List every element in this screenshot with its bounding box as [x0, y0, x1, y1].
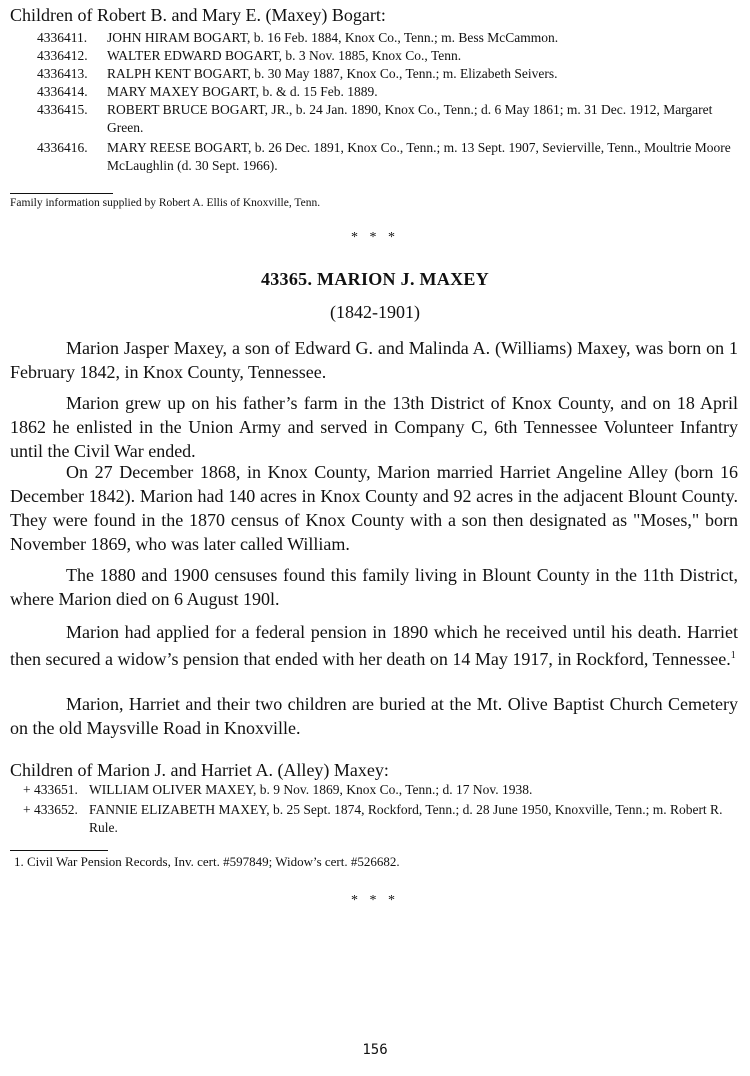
bogart-children-heading: Children of Robert B. and Mary E. (Maxey) Bogart: [10, 5, 386, 25]
entry-text: RALPH KENT BOGART, b. 30 May 1887, Knox Co., Tenn.; m. Elizabeth Seivers. [107, 66, 558, 81]
pension-footnote: 1. Civil War Pension Records, Inv. cert. #597849; Widow’s cert. #526682. [14, 854, 400, 869]
entry-number: 4336413. [37, 66, 88, 81]
section-separator: * * * [351, 893, 399, 908]
paragraph: Marion Jasper Maxey, a son of Edward G. and Malinda A. (Williams) Maxey, was born on 1 February 1842, in Knox County, Tennessee. [10, 338, 738, 382]
paragraph: Marion grew up on his father’s farm in the 13th District of Knox County, and on 18 April 1862 he enlisted in the Union Army and served in Company C, 6th Tennessee Volunteer Infantry until the Civil War ended. [10, 393, 738, 461]
entry-number: 4336416. [37, 140, 88, 155]
article-title: 43365. MARION J. MAXEY [260, 269, 490, 289]
entry-number: 4336411. [37, 30, 88, 45]
paragraph-text: Marion had applied for a federal pension in 1890 which he received until his death. Harriet then secured a widow’s pension that ended with her death on 14 May 1917, in Rockford, Tennessee. [10, 622, 738, 669]
entry-number: + 433651. [23, 782, 78, 797]
entry-number: 4336412. [37, 48, 88, 63]
entry-text: MARY MAXEY BOGART, b. & d. 15 Feb. 1889. [107, 84, 378, 99]
entry-text: FANNIE ELIZABETH MAXEY, b. 25 Sept. 1874, Rockford, Tenn.; d. 28 June 1950, Knoxville, Tenn.; m. Robert R. Rule. [89, 802, 723, 835]
paragraph: On 27 December 1868, in Knox County, Marion married Harriet Angeline Alley (born 16 December 1842). Marion had 140 acres in Knox County and 92 acres in the adjacent Blount County. They were found in the 1870 census of Knox County with a son then designated as "Moses," born November 1869, who was later called William. [10, 462, 738, 554]
entry-text: ROBERT BRUCE BOGART, JR., b. 24 Jan. 1890, Knox Co., Tenn.; d. 6 May 1861; m. 31 Dec. 1912, Margaret Green. [107, 102, 713, 135]
entry-text: WALTER EDWARD BOGART, b. 3 Nov. 1885, Knox Co., Tenn. [107, 48, 462, 63]
section-separator: * * * [351, 230, 399, 245]
entry-number: 4336415. [37, 102, 88, 117]
footnote-rule [10, 193, 113, 194]
footnote-rule [10, 850, 108, 851]
maxey-children-heading: Children of Marion J. and Harriet A. (Alley) Maxey: [10, 760, 389, 780]
paragraph: The 1880 and 1900 censuses found this family living in Blount County in the 11th District, where Marion died on 6 August 190l. [10, 565, 738, 609]
entry-text: JOHN HIRAM BOGART, b. 16 Feb. 1884, Knox Co., Tenn.; m. Bess McCammon. [107, 30, 559, 45]
entry-number: 4336414. [37, 84, 88, 99]
family-info-footnote: Family information supplied by Robert A. Ellis of Knoxville, Tenn. [10, 197, 321, 209]
entry-number: + 433652. [23, 802, 78, 817]
footnote-ref: 1 [730, 650, 736, 661]
entry-text: WILLIAM OLIVER MAXEY, b. 9 Nov. 1869, Knox Co., Tenn.; d. 17 Nov. 1938. [89, 782, 533, 797]
entry-text: MARY REESE BOGART, b. 26 Dec. 1891, Knox Co., Tenn.; m. 13 Sept. 1907, Sevierville, Tenn., Moultrie Moore McLaughlin (d. 30 Sept. 1966). [107, 140, 731, 173]
article-dates: (1842-1901) [330, 302, 420, 322]
page-number: 156 [362, 1042, 388, 1058]
paragraph: Marion, Harriet and their two children are buried at the Mt. Olive Baptist Church Cemetery on the old Maysville Road in Knoxville. [10, 694, 738, 738]
paragraph-with-footnote [10, 620, 738, 671]
